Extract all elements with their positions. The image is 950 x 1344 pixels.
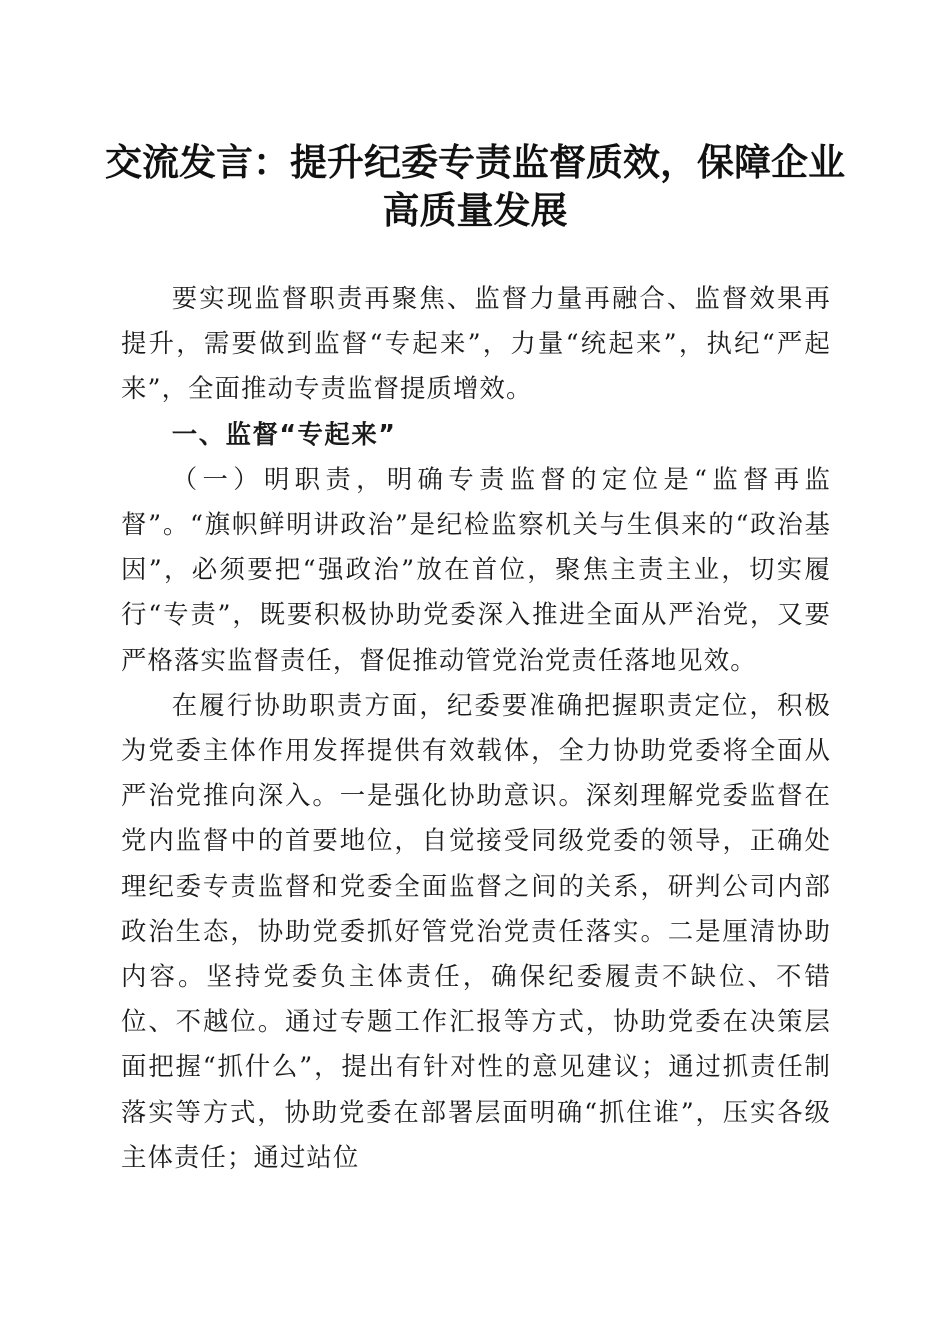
section-heading: 一、监督“专起来”	[171, 418, 397, 449]
body-paragraph: 在履行协助职责方面，纪委要准确把握职责定位，积极为党委主体作用发挥提供有效载体，全力协助党委将全面从严治党推向深入。一是强化协助意识。深刻理解党委监督在党内监督中的首要地位，自觉接受同级党委的领导，正确处理纪委专责监督和党委全面监督之间的关系，研判公司内部政治生态，协助党委抓好管党治党责任落实。二是厘清协助内容。坚持党委负主体责任，确保纪委履责不缺位、不错位、不越位。通过专题工作汇报等方式，协助党委在决策层面把握“抓什么”，提出有针对性的意见建议；通过抓责任制落实等方式，协助党委在部署层面明确“抓住谁”，压实各级主体责任；通过站位	[121, 689, 831, 1172]
intro-paragraph: 要实现监督职责再聚焦、监督力量再融合、监督效果再提升，需要做到监督“专起来”，力量“统起来”，执纪“严起来”，全面推动专责监督提质增效。	[121, 283, 831, 404]
document-body	[121, 276, 831, 1180]
document-title: 交流发言：提升纪委专责监督质效，保障企业高质量发展	[105, 140, 845, 232]
subsection-paragraph: （一）明职责，明确专责监督的定位是“监督再监督”。“旗帜鲜明讲政治”是纪检监察机关与生俱来的“政治基因”，必须要把“强政治”放在首位，聚焦主责主业，切实履行“专责”，既要积极协助党委深入推进全面从严治党，又要严格落实监督责任，督促推动管党治党责任落地见效。	[121, 463, 831, 675]
